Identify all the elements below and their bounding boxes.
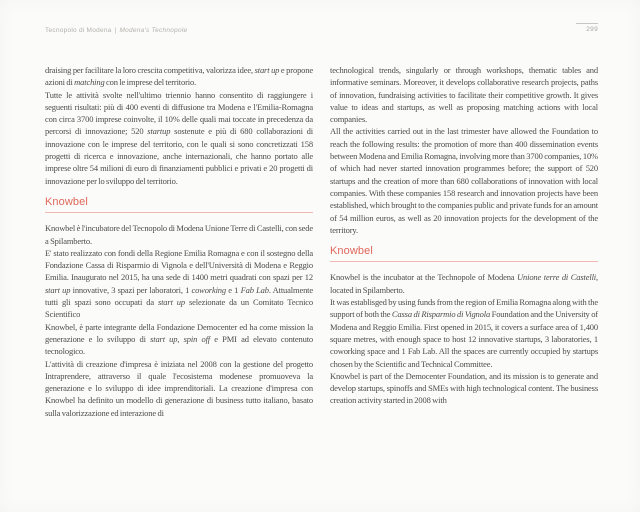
left-section-heading: Knowbel xyxy=(45,196,313,213)
paragraph: All the activities carried out in the last trimester have allowed the Foundation to reach the following results: the promotion of more than 400 dissemination events between Modena and Emilia Romagna, involving more than 3700 companies, 10% of which had never started innovation programmes before; the support of 520 startups and the creation of more than 680 collaborations of innovation with local companies. With these companies 158 research and innovation projects have been established, which brought to the companies public and private funds for an amount of 54 million euros, as well as 20 innovation projects for the development of the territory. xyxy=(330,126,598,235)
running-header-title-english: Modena's Technopole xyxy=(119,27,188,34)
left-intro-paragraphs xyxy=(45,64,313,187)
right-column-english xyxy=(330,64,598,419)
paragraph: draising per facilitare la loro crescita competitiva, valorizza idee, start up e propone azioni di matching con le imprese del territorio. xyxy=(45,65,313,88)
paragraph: technological trends, singularly or through workshops, thematic tables and informative seminars. Moreover, it develops collaborative research projects, paths of innovation, fundraising activities to facilitate their competitive growth. It gives value to ideas and startups, as well as proposing matching actions with local companies. xyxy=(330,65,598,125)
text-columns xyxy=(45,64,598,419)
running-header-title-italian: Tecnopolo di Modena xyxy=(45,27,112,34)
right-intro-paragraphs xyxy=(330,64,598,236)
folio-block xyxy=(576,23,598,33)
paragraph: Knowbel, è parte integrante della Fondazione Democenter ed ha come mission la generazione e lo sviluppo di start up, spin off e PMI ad elevato contenuto tecnologico. xyxy=(45,321,314,357)
paragraph: E' stato realizzato con fondi della Regione Emilia Romagna e con il sostegno della Fondazione Cassa di Risparmio di Vignola e dell'Università di Modena e Reggio Emilia. Inaugurato nel 2015, ha una sede di 1400 metri quadrati con spazi per 12 start up innovative, 3 spazi per laboratori, 1 coworking e 1 Fab Lab. Attualmente tutti gli spazi sono occupati da start up selezionate da un Comitato Tecnico Scientifico xyxy=(45,247,314,320)
left-column-italian xyxy=(45,64,313,419)
running-header xyxy=(45,27,187,34)
right-body-paragraphs xyxy=(330,271,598,406)
left-body-paragraphs xyxy=(45,222,313,419)
folio-rule xyxy=(576,23,598,24)
paragraph: Knowbel is part of the Democenter Foundation, and its mission is to generate and develop startups, spinoffs and SMEs with high technological content. The business creation activity started in 2008 with xyxy=(330,370,598,406)
running-header-divider: | xyxy=(114,27,117,34)
paragraph: L'attività di creazione d'impresa è iniziata nel 2008 con la gestione del progetto Intraprendere, attraverso il quale l'ecosistema modenese promuoveva la generazione e lo sviluppo di idee imprenditoriali. La creazione d'impresa con Knowbel ha definito un modello di generazione di business tutto italiano, basato sulla valorizzazione ed interazione di xyxy=(45,358,313,418)
paragraph: Tutte le attività svolte nell'ultimo triennio hanno consentito di raggiungere i seguenti risultati: più di 400 eventi di diffusione tra Modena e l'Emilia-Romagna con circa 3700 imprese coinvolte, il 10% delle quali mai toccate in precedenza da percorsi di innovazione; 520 startup sostenute e più di 680 collaborazioni di innovazione con le imprese del territorio, con le quali si sono concretizzati 158 progetti di ricerca e innovazione, anche internazionali, che hanno portato alle imprese oltre 54 milioni di euro di finanziamenti pubblici e privati e 20 progetti di innovazione per lo sviluppo del territorio. xyxy=(45,89,313,186)
paragraph: Knowbel is the incubator at the Technopole of Modena Unione terre di Castelli, located in Spilamberto. xyxy=(330,272,598,295)
paragraph: It was establisged by using funds from the region of Emilia Romagna along with the support of both the Cassa di Risparmio di Vignola Foundation and the University of Modena and Reggio Emilia. First opened in 2015, it covers a surface area of 1,400 square metres, with enough space to host 12 innovative startups, 3 laboratories, 1 coworking space and 1 Fab Lab. All the spaces are currently occupied by startups chosen by the Scientific and Technical Committee. xyxy=(330,297,598,369)
right-section-heading: Knowbel xyxy=(330,245,598,262)
paragraph: Knowbel è l'incubatore del Tecnopolo di Modena Unione Terre di Castelli, con sede a Spilamberto. xyxy=(45,223,313,246)
page-number: 299 xyxy=(586,26,598,33)
